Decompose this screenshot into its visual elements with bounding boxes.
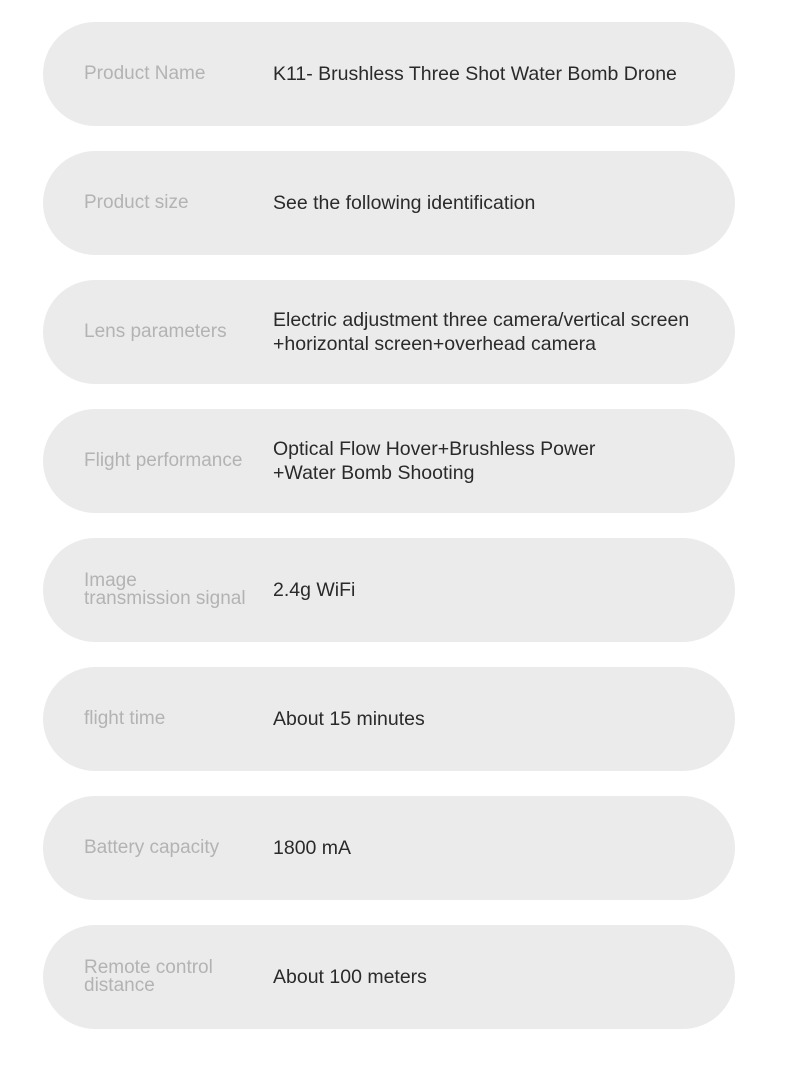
spec-label: Flight performance (84, 450, 243, 471)
spec-label: flight time (84, 708, 166, 729)
spec-label: Remote control distance (84, 957, 213, 996)
spec-label: Battery capacity (84, 837, 220, 858)
spec-label: Image transmission signal (84, 570, 246, 609)
spec-value: About 100 meters (273, 966, 427, 988)
spec-value: Electric adjustment three camera/vertical screen +horizontal screen+overhead camera (273, 309, 690, 355)
spec-value: About 15 minutes (273, 708, 425, 730)
spec-label: Product size (84, 192, 189, 213)
spec-row-battery-capacity (43, 796, 735, 900)
spec-row-lens-parameters (43, 280, 735, 384)
spec-value: 2.4g WiFi (273, 579, 356, 601)
spec-value: K11- Brushless Three Shot Water Bomb Drone (273, 63, 677, 85)
spec-row-flight-performance (43, 409, 735, 513)
spec-label: Product Name (84, 63, 206, 84)
spec-row-product-name (43, 22, 735, 126)
spec-value: See the following identification (273, 192, 536, 214)
spec-row-product-size (43, 151, 735, 255)
spec-value: Optical Flow Hover+Brushless Power +Water Bomb Shooting (273, 438, 596, 484)
spec-value: 1800 mA (273, 837, 352, 859)
spec-label: Lens parameters (84, 321, 227, 342)
spec-row-flight-time (43, 667, 735, 771)
spec-row-image-transmission (43, 538, 735, 642)
spec-row-remote-distance (43, 925, 735, 1029)
